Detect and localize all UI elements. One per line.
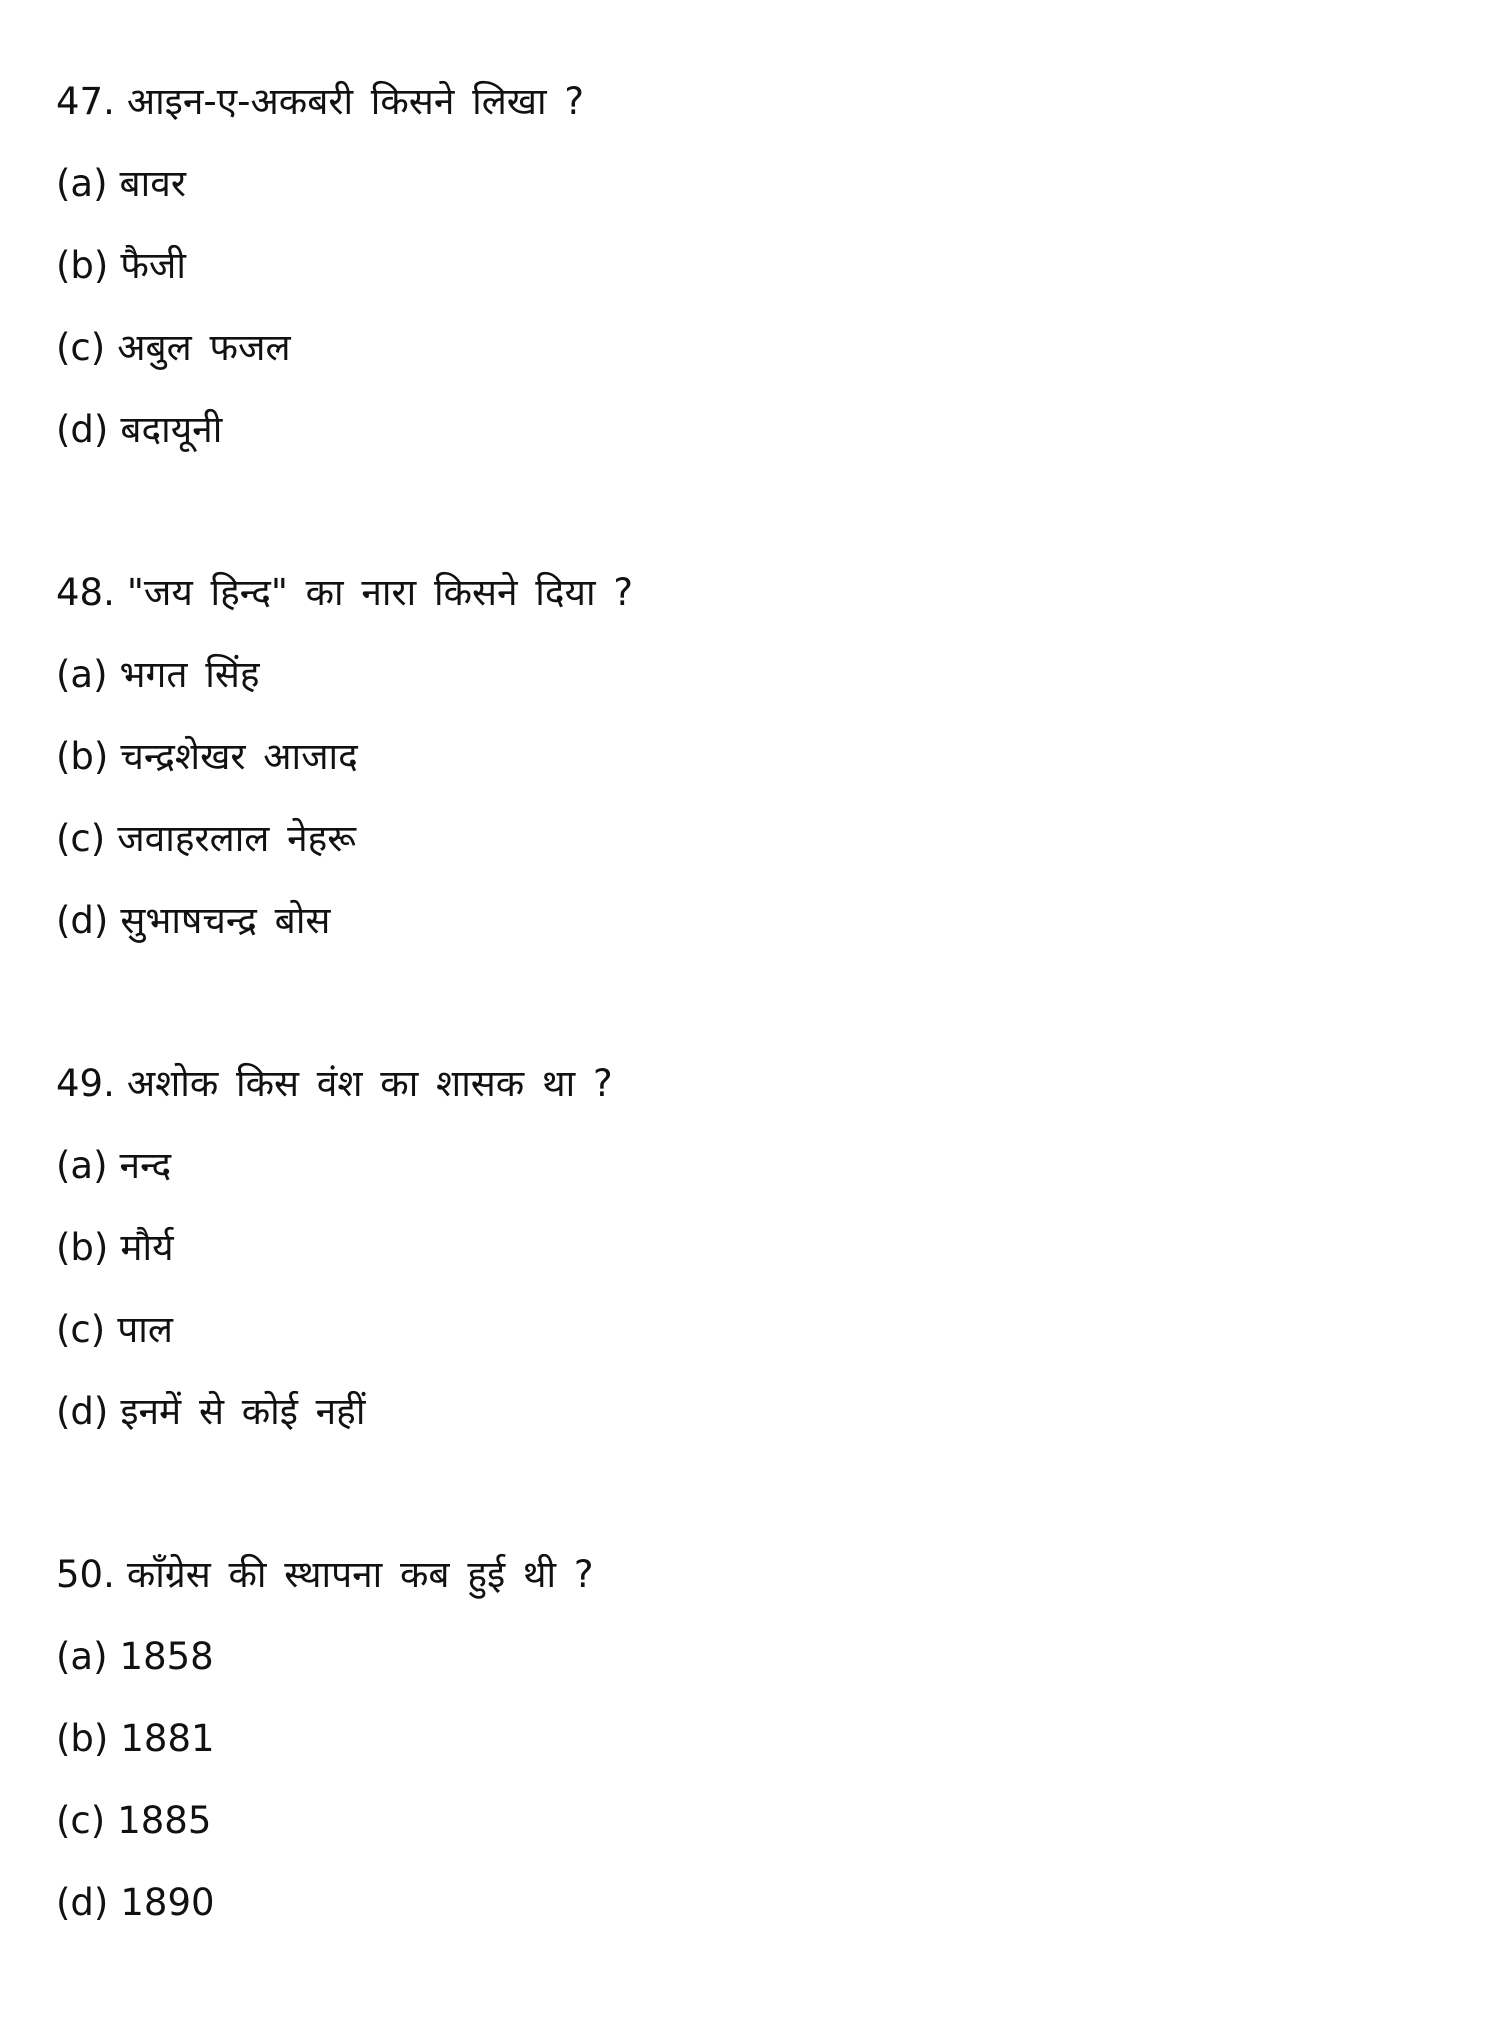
option-key: (d) <box>56 408 109 451</box>
option-key: (a) <box>56 1144 108 1187</box>
option-text: इनमें से कोई नहीं <box>120 1390 366 1433</box>
option-text: जवाहरलाल नेहरू <box>117 817 357 860</box>
option-b <box>56 1226 1436 1270</box>
option-c <box>56 1799 1436 1843</box>
question-text <box>56 1553 1436 1597</box>
option-key: (b) <box>56 735 109 778</box>
option-b <box>56 1717 1436 1761</box>
option-text: सुभाषचन्द्र बोस <box>120 899 331 942</box>
question-number: 49. <box>56 1062 115 1105</box>
question-text <box>56 1062 1436 1106</box>
option-key: (b) <box>56 1226 109 1269</box>
question-49 <box>56 1062 1436 1434</box>
option-text: फैजी <box>120 244 186 287</box>
option-text: अबुल फजल <box>117 326 291 369</box>
option-text: मौर्य <box>120 1226 174 1269</box>
option-text: 1890 <box>120 1881 215 1924</box>
question-text <box>56 571 1436 615</box>
option-key: (d) <box>56 1390 109 1433</box>
option-text: 1885 <box>117 1799 212 1842</box>
option-c <box>56 817 1436 861</box>
option-text: 1858 <box>119 1635 214 1678</box>
question-48 <box>56 571 1436 943</box>
option-b <box>56 244 1436 288</box>
option-text: पाल <box>117 1308 173 1351</box>
option-d <box>56 1390 1436 1434</box>
question-label: आइन-ए-अकबरी किसने लिखा ? <box>126 80 585 123</box>
question-label: काँग्रेस की स्थापना कब हुई थी ? <box>126 1553 594 1596</box>
option-key: (a) <box>56 653 108 696</box>
question-50 <box>56 1553 1436 1925</box>
option-b <box>56 735 1436 779</box>
question-number: 48. <box>56 571 115 614</box>
option-text: चन्द्रशेखर आजाद <box>120 735 358 778</box>
option-text: नन्द <box>119 1144 172 1187</box>
option-d <box>56 899 1436 943</box>
option-text: बावर <box>119 162 186 205</box>
question-label: अशोक किस वंश का शासक था ? <box>126 1062 613 1105</box>
option-a <box>56 1144 1436 1188</box>
option-a <box>56 653 1436 697</box>
option-c <box>56 326 1436 370</box>
option-d <box>56 1881 1436 1925</box>
question-label: "जय हिन्द" का नारा किसने दिया ? <box>126 571 633 614</box>
option-key: (c) <box>56 1799 106 1842</box>
option-text: 1881 <box>120 1717 215 1760</box>
option-key: (b) <box>56 1717 109 1760</box>
option-key: (d) <box>56 1881 109 1924</box>
option-key: (a) <box>56 1635 108 1678</box>
option-a <box>56 162 1436 206</box>
option-d <box>56 408 1436 452</box>
question-number: 47. <box>56 80 115 123</box>
question-47 <box>56 80 1436 452</box>
option-key: (b) <box>56 244 109 287</box>
option-c <box>56 1308 1436 1352</box>
option-text: भगत सिंह <box>119 653 260 696</box>
question-text <box>56 80 1436 124</box>
question-number: 50. <box>56 1553 115 1596</box>
option-key: (c) <box>56 1308 106 1351</box>
option-key: (c) <box>56 326 106 369</box>
option-key: (a) <box>56 162 108 205</box>
option-key: (c) <box>56 817 106 860</box>
option-a <box>56 1635 1436 1679</box>
option-key: (d) <box>56 899 109 942</box>
option-text: बदायूनी <box>120 408 223 451</box>
